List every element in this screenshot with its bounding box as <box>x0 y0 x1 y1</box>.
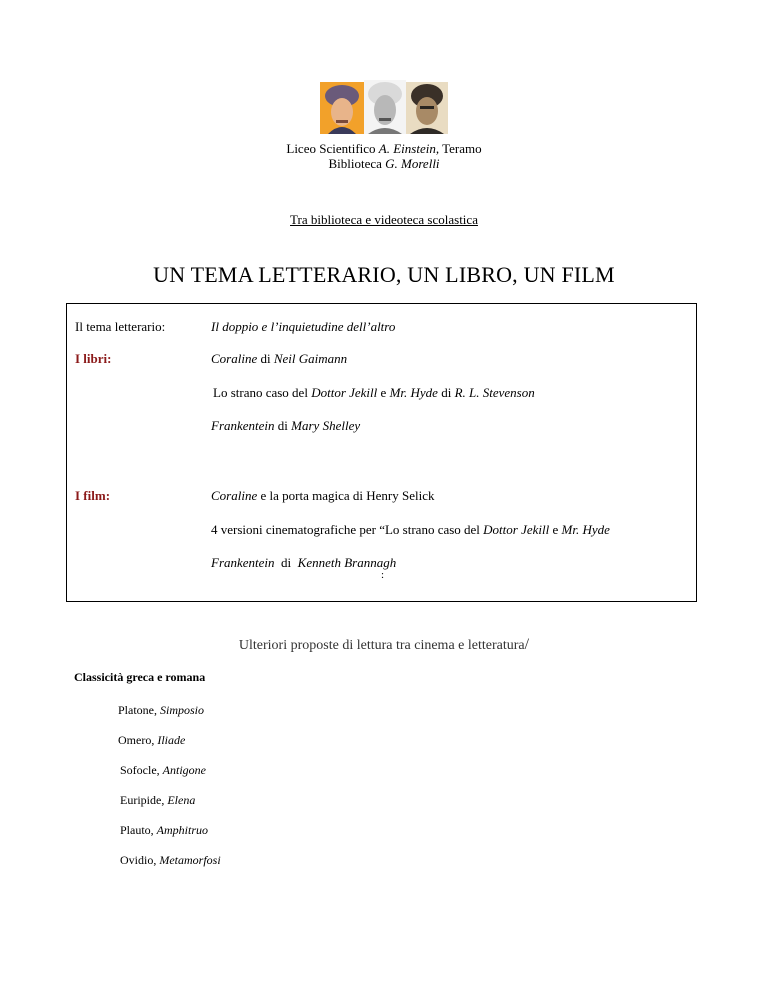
stray-colon: : <box>381 569 385 581</box>
school-line: Liceo Scientifico A. Einstein, Teramo <box>286 141 482 156</box>
book-item: Coraline di Neil Gaimann <box>211 351 348 366</box>
list-item: Plauto, Amphitruo <box>120 823 209 837</box>
list-item: Sofocle, Antigone <box>120 763 206 777</box>
further-proposals-heading: Ulteriori proposte di lettura tra cinema e letteratura/ <box>238 636 530 653</box>
page-title: UN TEMA LETTERARIO, UN LIBRO, UN FILM <box>153 262 615 287</box>
list-item: Omero, Iliade <box>118 733 186 747</box>
books-label: I libri: <box>75 351 112 366</box>
film-item: Frankentein di Kenneth Brannagh <box>211 555 397 570</box>
book-item: Lo strano caso del Dottor Jekill e Mr. Hyde di R. L. Stevenson <box>213 385 535 400</box>
einstein-portraits-logo <box>320 80 450 134</box>
list-item: Platone, Simposio <box>118 703 205 717</box>
book-item: Frankentein di Mary Shelley <box>211 418 361 433</box>
school-header <box>0 141 768 171</box>
theme-label: Il tema letterario: <box>75 319 166 334</box>
film-item: 4 versioni cinematografiche per “Lo strano caso del Dottor Jekill e Mr. Hyde <box>211 522 610 537</box>
list-item: Ovidio, Metamorfosi <box>120 853 221 867</box>
section-heading: Classicità greca e romana <box>74 670 206 684</box>
list-item: Euripide, Elena <box>120 793 196 807</box>
library-line: Biblioteca G. Morelli <box>328 156 440 171</box>
film-item: Coraline e la porta magica di Henry Selick <box>211 488 435 503</box>
theme-value: Il doppio e l’inquietudine dell’altro <box>211 319 396 334</box>
page-subtitle: Tra biblioteca e videoteca scolastica <box>290 212 478 227</box>
films-label: I film: <box>75 488 111 503</box>
